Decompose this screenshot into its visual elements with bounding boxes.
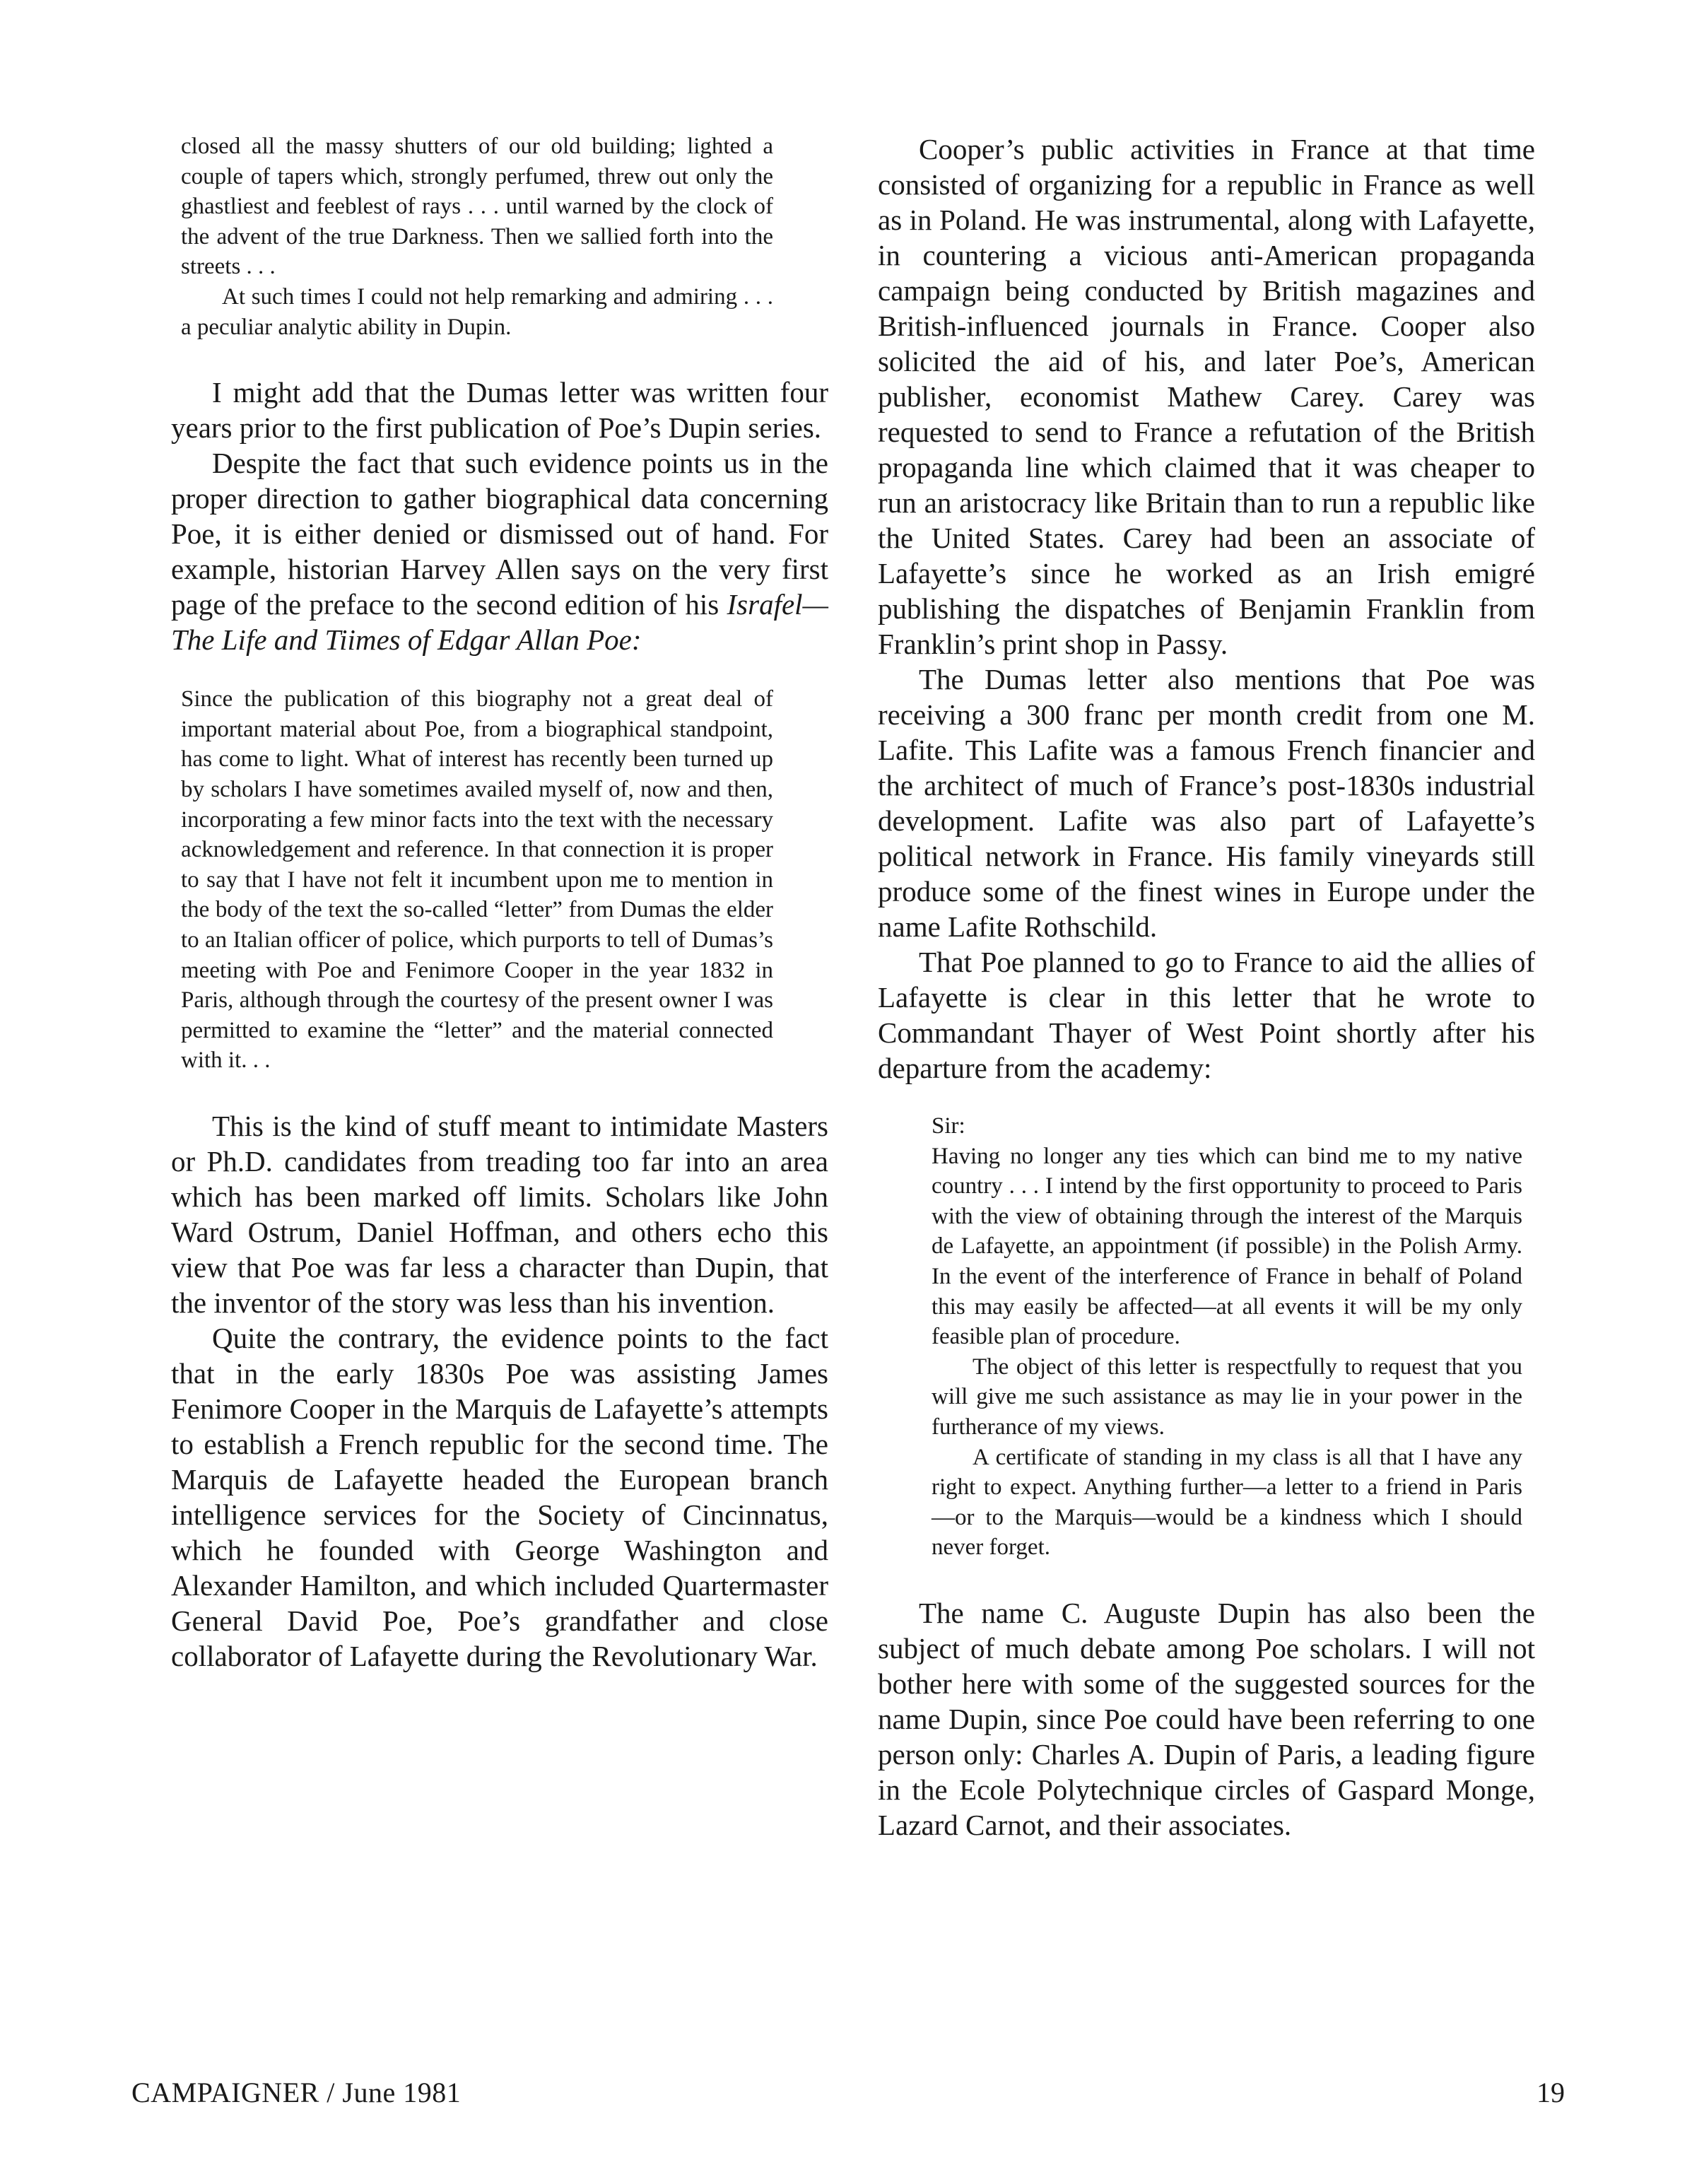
footer-publication: CAMPAIGNER / June 1981 (131, 2077, 462, 2108)
body-paragraph: Quite the contrary, the evidence points to the fact that in the early 1830s Poe was assisting James Fenimore Cooper in the Marquis de Lafayette’s attempts to establish a French republic for the second time. The Marquis de Lafayette headed the European branch intelligence services for the Society of Cincinnatus, which he founded with George Washington and Alexander Hamilton, and which included Quartermaster General David Poe, Poe’s grandfather and close collaborator of Lafayette during the Revolutionary War. (171, 1321, 828, 1672)
right-column (878, 131, 1535, 1843)
block-quote-dupin (181, 131, 773, 342)
block-quote-letter (932, 1111, 1522, 1563)
body-paragraph: The name C. Auguste Dupin has also been the subject of much debate among Poe scholars. I will not bother here with some of the suggested sources for the name Dupin, since Poe could have been referring to one person only: Charles A. Dupin of Paris, a leading figure in the Ecole Polytechnique circles of Gaspard Monge, Lazard Carnot, and their associates. (878, 1596, 1535, 1841)
quote-paragraph: Having no longer any ties which can bind me to my native country . . . I intend by the first opportunity to proceed to Paris with the view of obtaining through the interest of the Marquis de Lafayette, an appointment (if possible) in the Polish Army. In the event of the interference of France in behalf of Poland this may easily be affected—at all events it will be my only feasible plan of procedure. (932, 1143, 1522, 1350)
body-paragraph: The Dumas letter also mentions that Poe was receiving a 300 franc per month credit from one M. Lafite. This Lafite was a famous French financier and the architect of much of France’s post-1830s industrial development. Lafite was also part of Lafayette’s political network in France. His family vineyards still produce some of the finest wines in Europe under the name Lafite Rothschild. (878, 663, 1535, 943)
body-text: Despite the fact that such evidence points us in the proper direction to gather biographical data concerning Poe, it is either denied or dismissed out of hand. For example, historian Harvey Allen says on the very first page of the preface to the second edition of his (171, 447, 828, 621)
body-paragraph (171, 445, 828, 657)
quote-paragraph: The object of this letter is respectfully to request that you will give me such assistance as may lie in your power in the furtherance of my views. (932, 1354, 1522, 1440)
left-column (171, 131, 828, 1674)
body-paragraph: Cooper’s public activities in France at that time consisted of organizing for a republic in France as well as in Poland. He was instrumental, along with Lafayette, in countering a vicious anti-American propaganda campaign being conducted by British magazines and British-influenced journals in France. Cooper also solicited the aid of his, and later Poe’s, American publisher, economist Mathew Carey. Carey was requested to send to France a refutation of the British propaganda line which claimed that it was cheaper to run an aristocracy like Britain than to run a republic like the United States. Carey had been an associate of Lafayette’s since he worked as an Irish emigré publishing the dispatches of Benjamin Franklin from Franklin’s print shop in Passy. (878, 133, 1535, 660)
book-title: Israfel—The Life and Tiimes of Edgar Allan Poe: (171, 588, 828, 657)
body-paragraph: That Poe planned to go to France to aid the allies of Lafayette is clear in this letter that he wrote to Commandant Thayer of West Point shortly after his departure from the academy: (878, 946, 1535, 1084)
body-paragraph: This is the kind of stuff meant to intimidate Masters or Ph.D. candidates from treading too far into an area which has been marked off limits. Scholars like John Ward Ostrum, Daniel Hoffman, and others echo this view that Poe was far less a character than Dupin, that the inventor of the story was less than his invention. (171, 1109, 828, 1319)
quote-paragraph: A certificate of standing in my class is all that I have any right to expect. Anything further—a letter to a friend in Paris—or to the Marquis—would be a kindness which I should never forget. (932, 1444, 1522, 1561)
quote-paragraph: At such times I could not help remarking and admiring . . . a peculiar analytic ability in Dupin. (181, 283, 773, 340)
quote-paragraph: Since the publication of this biography not a great deal of important material about Poe, from a biographical standpoint, has come to light. What of interest has recently been turned up by scholars I have sometimes availed myself of, now and then, incorporating a few minor facts into the text with the necessary acknowledgement and reference. In that connection it is proper to say that I have not felt it incumbent upon me to mention in the body of the text the so-called “letter” from Dumas the elder to an Italian officer of police, which purports to tell of Dumas’s meeting with Poe and Fenimore Cooper in the year 1832 in Paris, although through the courtesy of the present owner I was permitted to examine the “letter” and the material connected with it. . . (181, 686, 773, 1074)
letter-salutation: Sir: (932, 1113, 965, 1139)
page-number: 19 (1537, 2077, 1565, 2108)
quote-paragraph: closed all the massy shutters of our old building; lighted a couple of tapers which, strongly perfumed, threw out only the ghastliest and feeblest of rays . . . until warned by the clock of the advent of the true Darkness. Then we sallied forth into the streets . . . (181, 134, 773, 280)
block-quote-allen (181, 684, 773, 1076)
body-paragraph: I might add that the Dumas letter was written four years prior to the first publication of Poe’s Dupin series. (171, 376, 828, 445)
